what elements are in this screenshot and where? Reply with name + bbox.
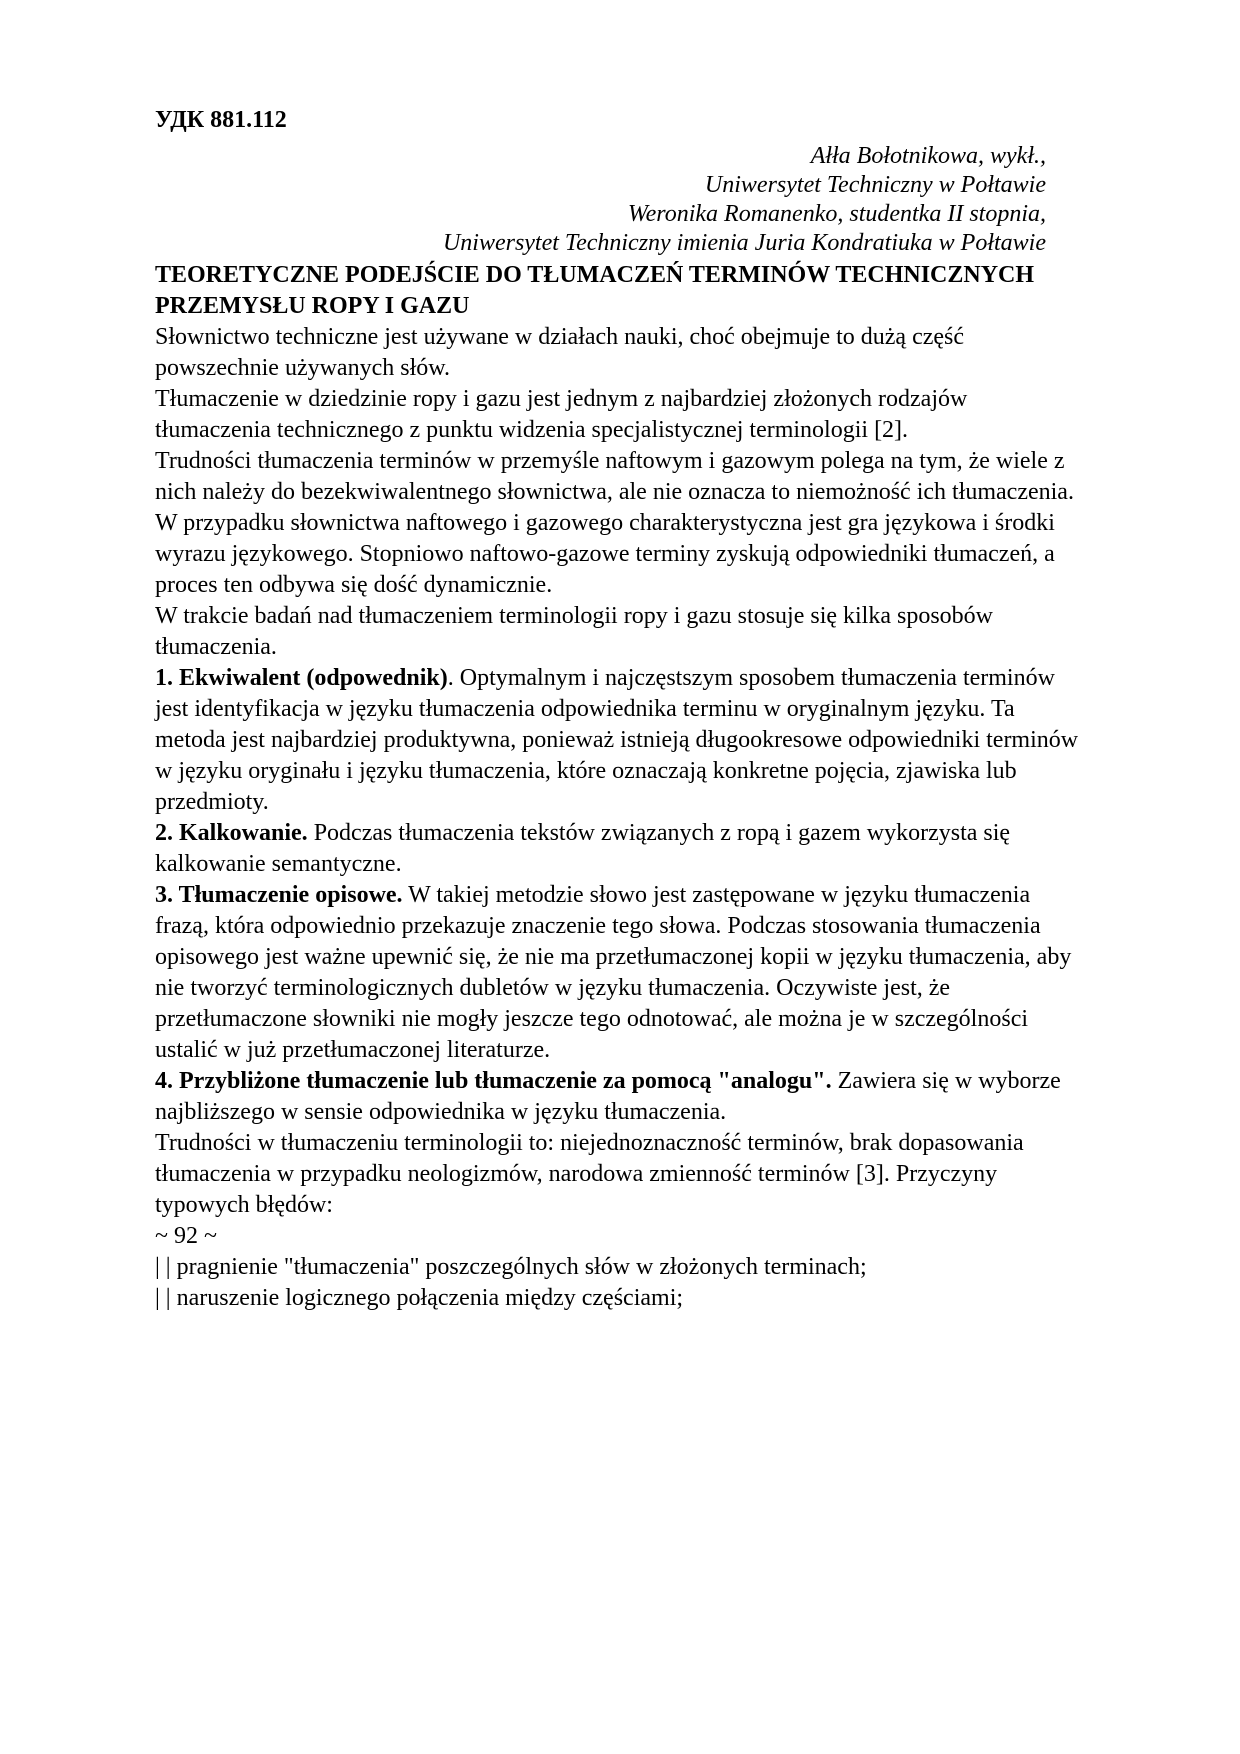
document-title: TEORETYCZNE PODEJŚCIE DO TŁUMACZEŃ TERMINÓW TECHNICZNYCH PRZEMYSŁU ROPY I GAZU	[155, 262, 1035, 319]
author-affiliation: Uniwersytet Techniczny imienia Juria Kondratiuka w Połtawie	[442, 230, 1046, 256]
paragraph	[155, 1128, 1088, 1221]
paragraph-numbered-item-4	[155, 1066, 1088, 1128]
paragraph-text: Podczas tłumaczenia tekstów związanych z ropą i gazem wykorzysta się kalkowanie semantyczne.	[155, 820, 1011, 877]
paragraph	[155, 446, 1088, 601]
paragraph-text: Trudności w tłumaczeniu terminologii to: niejednoznaczność terminów, brak dopasowania tłumaczenia w przypadku neologizmów, narodowa zmienność terminów [3]. Przyczyny typowych błędów:	[155, 1130, 1024, 1218]
bullet-text: | | naruszenie logicznego połączenia między częściami;	[155, 1285, 684, 1311]
author-line: Ałła Bołotnikowa, wykł.,	[810, 143, 1046, 169]
paragraph-numbered-item-3	[155, 880, 1088, 1066]
paragraph-text: Słownictwo techniczne jest używane w działach nauki, choć obejmuje to dużą część powszechnie używanych słów.	[155, 324, 965, 381]
paragraph-text: Tłumaczenie w dziedzinie ropy i gazu jest jednym z najbardziej złożonych rodzajów tłumaczenia technicznego z punktu widzenia specjalistycznej terminologii [2].	[155, 386, 968, 443]
paragraph-lead: 1. Ekwiwalent (odpowednik)	[155, 665, 448, 691]
page-number-text: ~ 92 ~	[155, 1223, 217, 1249]
paragraph-text: . Optymalnym i najczęstszym sposobem tłumaczenia terminów jest identyfikacja w języku tłumaczenia odpowiednika terminu w oryginalnym języku. Ta metoda jest najbardziej produktywna, ponieważ istnieją długookresowe odpowiedniki terminów w języku oryginału i języku tłumaczenia, które oznaczają konkretne pojęcia, zjawiska lub przedmioty.	[155, 665, 1079, 815]
page-number-marker	[155, 1221, 1088, 1252]
bullet-text: | | pragnienie "tłumaczenia" poszczególnych słów w złożonych terminach;	[155, 1254, 867, 1280]
paragraph	[155, 384, 1088, 446]
paragraph-text: W takiej metodzie słowo jest zastępowane w języku tłumaczenia frazą, która odpowiednio przekazuje znaczenie tego słowa. Podczas stosowania tłumaczenia opisowego jest ważne upewnić się, że nie ma przetłumaczonej kopii w języku tłumaczenia, aby nie tworzyć terminologicznych dubletów w języku tłumaczenia. Oczywiste jest, że przetłumaczone słowniki nie mogły jeszcze tego odnotować, ale można je w szczególności ustalić w już przetłumaczonej literaturze.	[155, 882, 1072, 1063]
paragraph-lead: 2. Kalkowanie.	[155, 820, 308, 846]
paragraph-lead: 4. Przybliżone tłumaczenie lub tłumaczenie za pomocą "analogu".	[155, 1068, 832, 1094]
paragraph-lead: 3. Tłumaczenie opisowe.	[155, 882, 403, 908]
author-block	[155, 142, 1046, 258]
udk-code: УДК 881.112	[155, 107, 287, 133]
paragraph-text: Zawiera się w wyborze najbliższego w sensie odpowiednika w języku tłumaczenia.	[155, 1068, 1061, 1125]
paragraph	[155, 322, 1088, 384]
author-affiliation: Uniwersytet Techniczny w Połtawie	[704, 172, 1046, 198]
bullet-item	[155, 1283, 1088, 1314]
paragraph	[155, 601, 1088, 663]
paragraph-text: W trakcie badań nad tłumaczeniem terminologii ropy i gazu stosuje się kilka sposobów tłumaczenia.	[155, 603, 994, 660]
author-line: Weronika Romanenko, studentka II stopnia,	[627, 201, 1046, 227]
paragraph-text: Trudności tłumaczenia terminów w przemyśle naftowym i gazowym polega na tym, że wiele z nich należy do bezekwiwalentnego słownictwa, ale nie oznacza to niemożność ich tłumaczenia. W przypadku słownictwa naftowego i gazowego charakterystyczna jest gra językowa i środki wyrazu językowego. Stopniowo naftowo-gazowe terminy zyskują odpowiedniki tłumaczeń, a proces ten odbywa się dość dynamicznie.	[155, 448, 1074, 598]
paragraph-numbered-item-2	[155, 818, 1088, 880]
bullet-item	[155, 1252, 1088, 1283]
paragraph-numbered-item-1	[155, 663, 1088, 818]
